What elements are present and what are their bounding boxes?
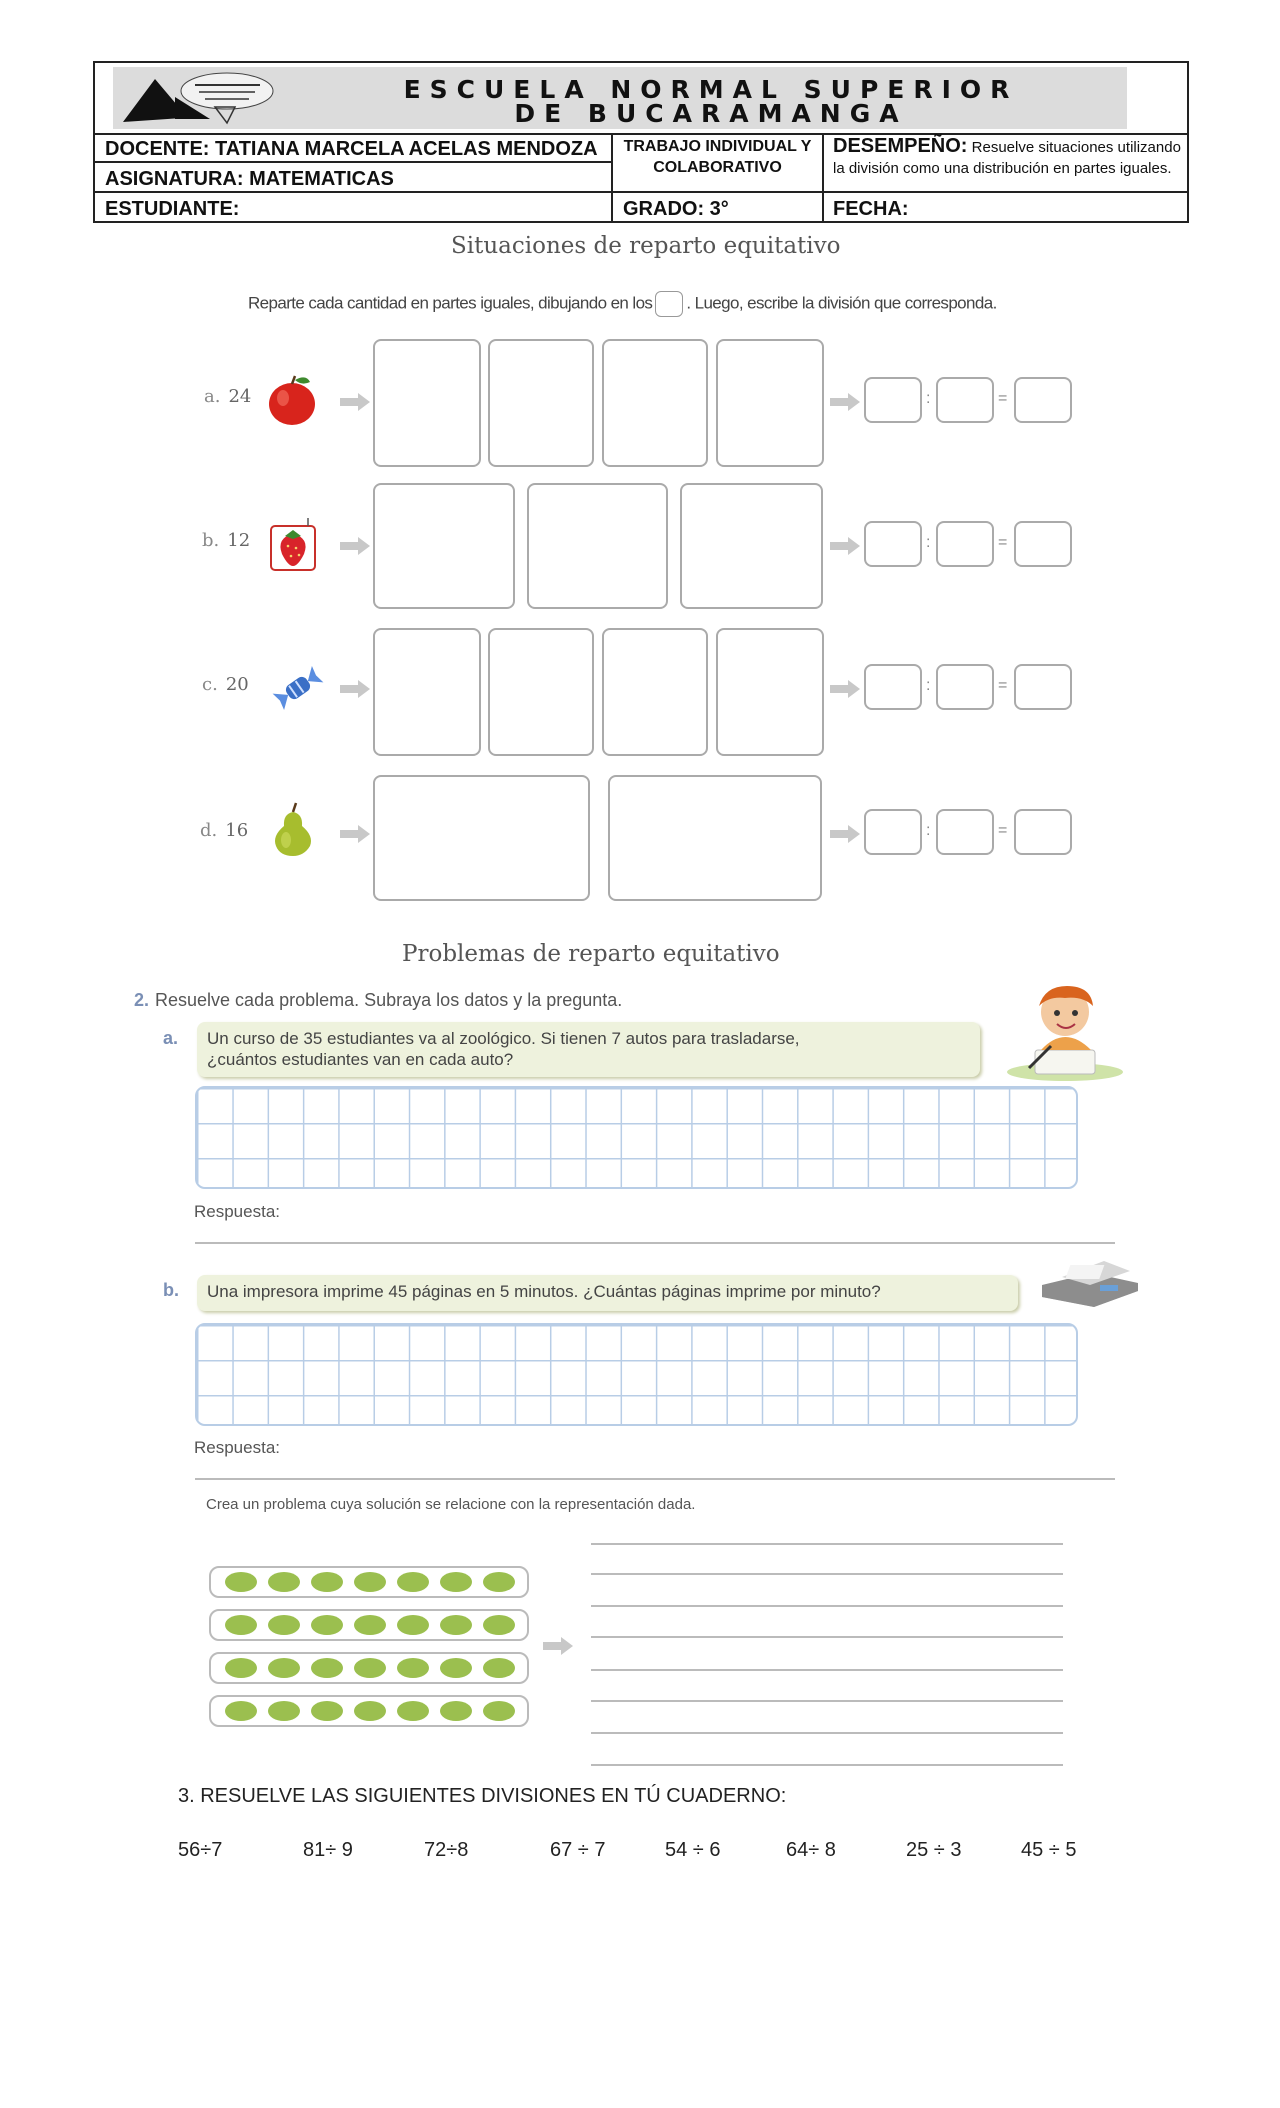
counter-dot xyxy=(354,1572,386,1592)
desempeno-label: DESEMPEÑO: xyxy=(833,135,968,157)
divisor-box[interactable] xyxy=(936,809,994,855)
writing-line[interactable] xyxy=(591,1669,1063,1671)
share-box[interactable] xyxy=(373,483,515,609)
row-quantity: 16 xyxy=(225,820,249,841)
counter-dot xyxy=(311,1615,343,1635)
school-name-line1: ESCUELA NORMAL SUPERIOR xyxy=(403,75,1019,104)
dot-group-row xyxy=(209,1652,529,1684)
counter-dot xyxy=(225,1658,257,1678)
equals-symbol: = xyxy=(998,534,1008,551)
divisor-box[interactable] xyxy=(936,377,994,423)
arrow-right-icon xyxy=(340,825,370,843)
share-box[interactable] xyxy=(680,483,823,609)
division-item: 25 ÷ 3 xyxy=(906,1839,962,1861)
share-box[interactable] xyxy=(602,628,708,756)
row-quantity: 12 xyxy=(227,530,251,551)
counter-dot xyxy=(397,1658,429,1678)
workspace-grid-a[interactable] xyxy=(195,1086,1078,1189)
counter-dot xyxy=(354,1701,386,1721)
writing-line[interactable] xyxy=(591,1764,1063,1766)
fecha-field[interactable]: FECHA: xyxy=(833,198,909,220)
counter-dot xyxy=(268,1615,300,1635)
counter-dot xyxy=(397,1615,429,1635)
counter-dot xyxy=(354,1658,386,1678)
estudiante-field[interactable]: ESTUDIANTE: xyxy=(105,198,240,220)
dividend-box[interactable] xyxy=(864,521,922,567)
dividend-box[interactable] xyxy=(864,809,922,855)
counter-dot xyxy=(268,1701,300,1721)
writing-line[interactable] xyxy=(591,1573,1063,1575)
share-box[interactable] xyxy=(608,775,822,901)
division-item: 45 ÷ 5 xyxy=(1021,1839,1077,1861)
equals-symbol: = xyxy=(998,822,1008,839)
counter-dot xyxy=(483,1615,515,1635)
equals-symbol: = xyxy=(998,390,1008,407)
divide-symbol: : xyxy=(926,677,931,694)
counter-dot xyxy=(483,1572,515,1592)
arrow-right-icon xyxy=(340,680,370,698)
printer-icon xyxy=(1034,1255,1144,1315)
problem-b-letter: b. xyxy=(163,1280,179,1300)
desempeno-text2: la división como una distribución en partes iguales. xyxy=(833,160,1172,177)
share-box[interactable] xyxy=(527,483,668,609)
docente-label: DOCENTE: TATIANA MARCELA ACELAS MENDOZA xyxy=(105,138,598,160)
desempeno-text1: Resuelve situaciones utilizando xyxy=(971,139,1181,156)
arrow-right-icon xyxy=(830,825,860,843)
share-box[interactable] xyxy=(716,339,824,467)
row-letter: a. xyxy=(204,386,221,407)
row-quantity: 24 xyxy=(228,386,252,407)
counter-dot xyxy=(311,1572,343,1592)
grado-label: GRADO: 3° xyxy=(623,198,729,220)
quotient-box[interactable] xyxy=(1014,377,1072,423)
divide-symbol: : xyxy=(926,390,931,407)
writing-line[interactable] xyxy=(591,1543,1063,1545)
row-b-label xyxy=(202,530,250,551)
problem-number: 2. xyxy=(134,990,150,1010)
counter-dot xyxy=(354,1615,386,1635)
division-item: 81÷ 9 xyxy=(303,1839,353,1861)
division-item: 67 ÷ 7 xyxy=(550,1839,606,1861)
row-letter: d. xyxy=(200,820,218,841)
header-table xyxy=(93,61,1189,223)
divisor-box[interactable] xyxy=(936,521,994,567)
counter-dot xyxy=(483,1658,515,1678)
counter-dot xyxy=(268,1572,300,1592)
division-item: 64÷ 8 xyxy=(786,1839,836,1861)
counter-dot xyxy=(440,1701,472,1721)
divider xyxy=(822,133,824,223)
problem-instruction xyxy=(134,990,622,1011)
problem-a-line2: ¿cuántos estudiantes van en cada auto? xyxy=(207,1050,514,1069)
child-writing-icon xyxy=(1005,980,1125,1082)
quotient-box[interactable] xyxy=(1014,809,1072,855)
writing-line[interactable] xyxy=(591,1732,1063,1734)
respuesta-label-a: Respuesta: xyxy=(194,1202,280,1221)
school-name-line2: DE BUCARAMANGA xyxy=(514,99,908,128)
divider xyxy=(95,133,1187,135)
row-d-label xyxy=(200,820,248,841)
divide-symbol: : xyxy=(926,534,931,551)
counter-dot xyxy=(440,1658,472,1678)
instruction-part1: Reparte cada cantidad en partes iguales, dibujando en los xyxy=(248,293,653,313)
division-item: 56÷7 xyxy=(178,1839,223,1861)
respuesta-label-b: Respuesta: xyxy=(194,1438,280,1457)
share-box[interactable] xyxy=(373,775,590,901)
row-quantity: 20 xyxy=(225,674,249,695)
arrow-right-icon xyxy=(340,393,370,411)
counter-dot xyxy=(440,1572,472,1592)
arrow-right-icon xyxy=(830,393,860,411)
problem-b-box xyxy=(197,1275,1018,1311)
desempeno-block xyxy=(833,136,1185,179)
writing-line[interactable] xyxy=(591,1700,1063,1702)
section1-instruction xyxy=(248,291,997,317)
create-problem-instruction: Crea un problema cuya solución se relacione con la representación dada. xyxy=(206,1496,696,1513)
share-box[interactable] xyxy=(602,339,708,467)
pear-icon xyxy=(266,800,320,858)
apple-icon xyxy=(264,372,320,428)
answer-line-b[interactable] xyxy=(195,1478,1115,1480)
divider xyxy=(95,191,1187,193)
row-a-label xyxy=(204,386,251,407)
counter-dot xyxy=(311,1701,343,1721)
share-box[interactable] xyxy=(488,339,594,467)
quotient-box[interactable] xyxy=(1014,664,1072,710)
problem-b-text: Una impresora imprime 45 páginas en 5 minutos. ¿Cuántas páginas imprime por minuto? xyxy=(207,1282,881,1301)
division-item: 54 ÷ 6 xyxy=(665,1839,721,1861)
share-box[interactable] xyxy=(716,628,824,756)
counter-dot xyxy=(397,1572,429,1592)
school-logo-icon xyxy=(115,67,285,129)
section3-title: 3. RESUELVE LAS SIGUIENTES DIVISIONES EN TÚ CUADERNO: xyxy=(178,1785,787,1807)
example-box-icon xyxy=(655,291,683,317)
dividend-box[interactable] xyxy=(864,664,922,710)
school-banner xyxy=(113,67,1127,129)
counter-dot xyxy=(397,1701,429,1721)
row-c-label xyxy=(202,674,249,695)
share-box[interactable] xyxy=(373,628,481,756)
answer-line-a[interactable] xyxy=(195,1242,1115,1244)
share-box[interactable] xyxy=(488,628,594,756)
arrow-right-icon xyxy=(340,537,370,555)
dot-group-row xyxy=(209,1609,529,1641)
counter-dot xyxy=(268,1658,300,1678)
trabajo-line1: TRABAJO INDIVIDUAL Y xyxy=(623,138,812,155)
trabajo-line2: COLABORATIVO xyxy=(653,159,782,176)
problem-a-letter: a. xyxy=(163,1028,179,1048)
section1-title: Situaciones de reparto equitativo xyxy=(451,233,841,259)
division-item: 72÷8 xyxy=(424,1839,469,1861)
writing-line[interactable] xyxy=(591,1636,1063,1638)
arrow-right-icon xyxy=(830,680,860,698)
instruction-part2: . Luego, escribe la división que corresponda. xyxy=(686,293,997,313)
strawberry-icon xyxy=(268,516,320,572)
arrow-right-icon xyxy=(543,1637,573,1655)
workspace-grid-b[interactable] xyxy=(195,1323,1078,1426)
counter-dot xyxy=(225,1615,257,1635)
counter-dot xyxy=(483,1701,515,1721)
problem-a-box xyxy=(197,1022,980,1077)
dividend-box[interactable] xyxy=(864,377,922,423)
row-letter: b. xyxy=(202,530,220,551)
asignatura-label: ASIGNATURA: MATEMATICAS xyxy=(105,168,394,190)
writing-line[interactable] xyxy=(591,1605,1063,1607)
problem-a-line1: Un curso de 35 estudiantes va al zoológico. Si tienen 7 autos para trasladarse, xyxy=(207,1029,800,1048)
counter-dot xyxy=(225,1701,257,1721)
dot-group-row xyxy=(209,1566,529,1598)
dot-group-row xyxy=(209,1695,529,1727)
row-letter: c. xyxy=(202,674,218,695)
section2-title: Problemas de reparto equitativo xyxy=(402,941,780,967)
arrow-right-icon xyxy=(830,537,860,555)
counter-dot xyxy=(225,1572,257,1592)
quotient-box[interactable] xyxy=(1014,521,1072,567)
equals-symbol: = xyxy=(998,677,1008,694)
divide-symbol: : xyxy=(926,822,931,839)
problem-instruction-text: Resuelve cada problema. Subraya los datos y la pregunta. xyxy=(155,990,623,1010)
counter-dot xyxy=(440,1615,472,1635)
divider xyxy=(95,161,613,163)
share-box[interactable] xyxy=(373,339,481,467)
candy-icon xyxy=(270,662,326,714)
divisor-box[interactable] xyxy=(936,664,994,710)
counter-dot xyxy=(311,1658,343,1678)
